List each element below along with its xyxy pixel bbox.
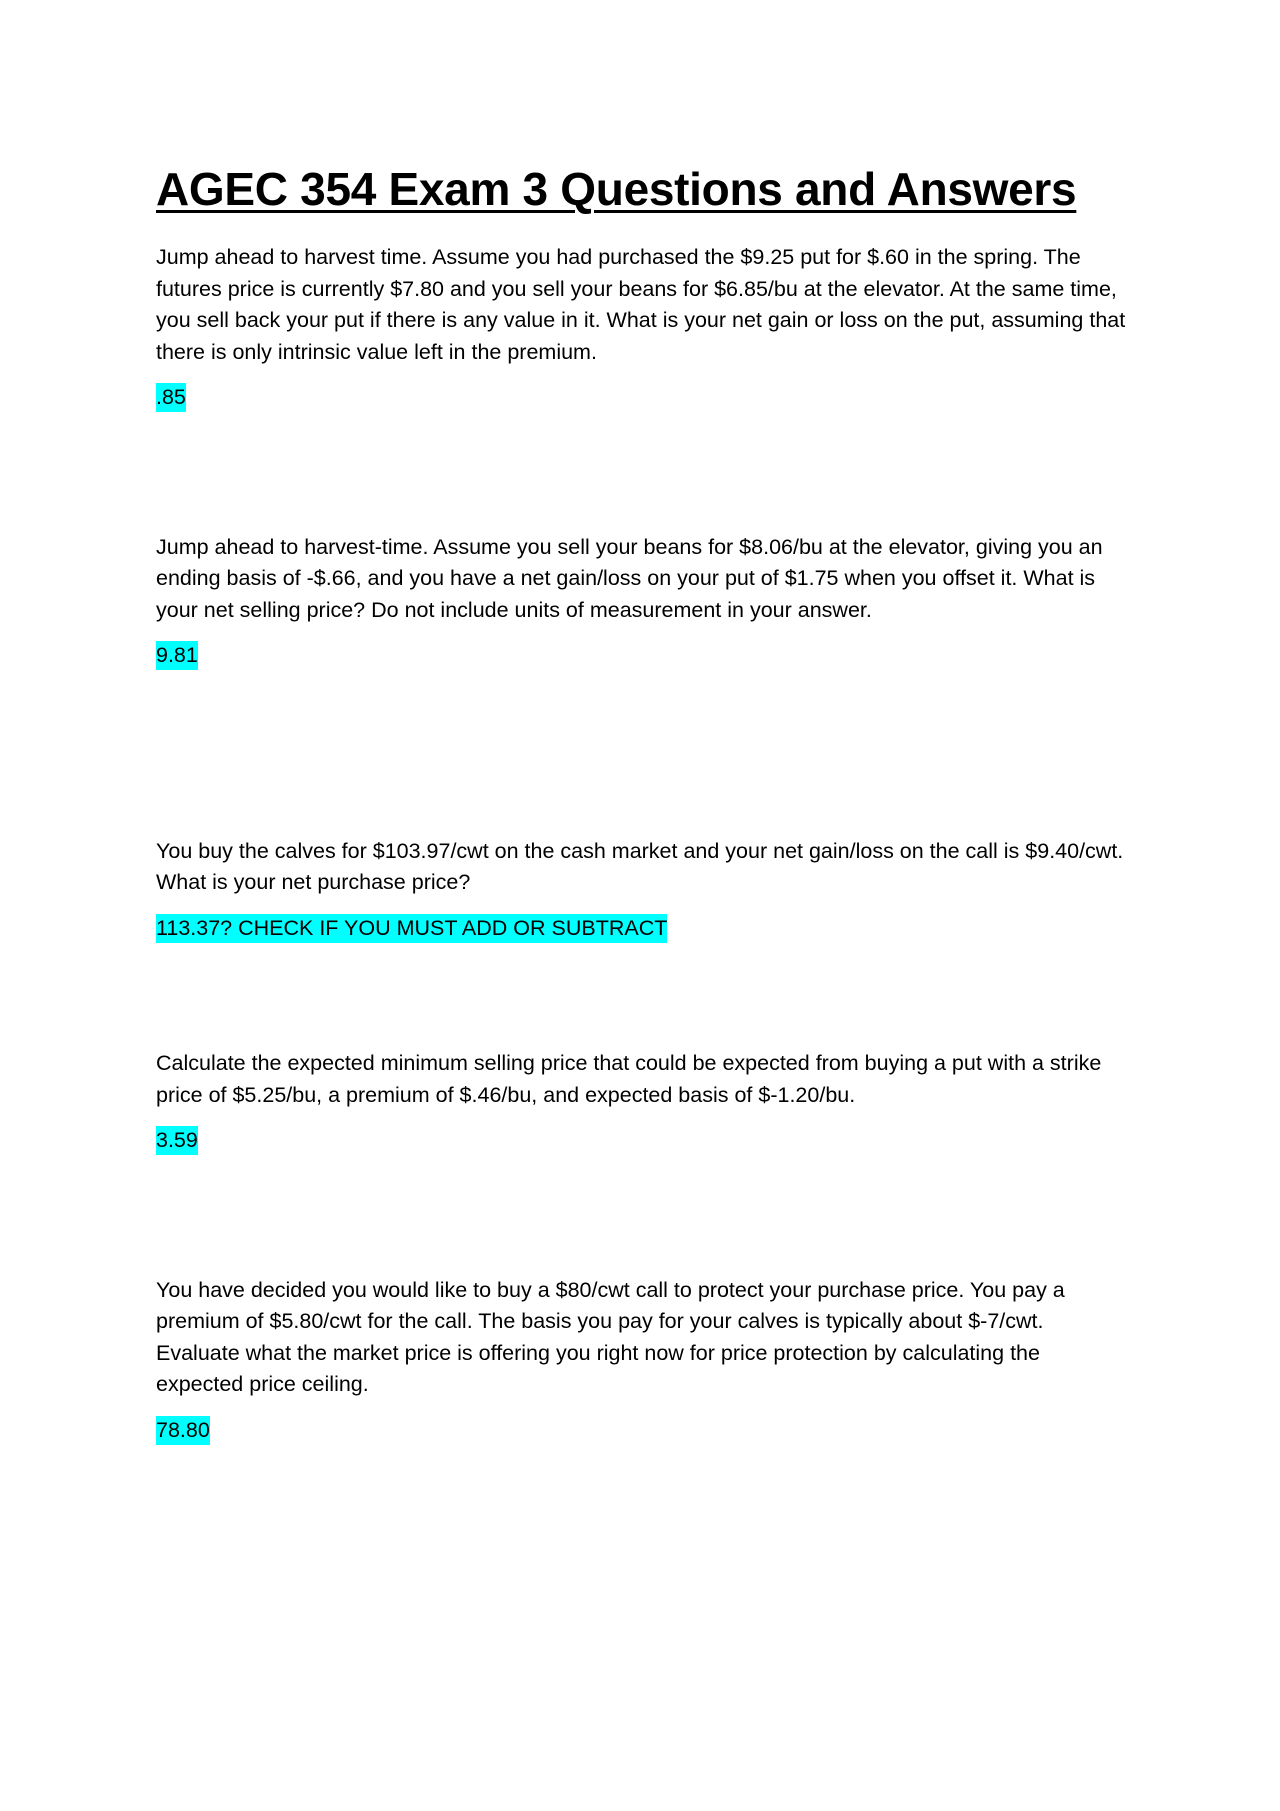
- answer-text: 3.59: [156, 1126, 198, 1155]
- answer-text: 113.37? CHECK IF YOU MUST ADD OR SUBTRACT: [156, 914, 667, 943]
- question-text: Jump ahead to harvest time. Assume you had purchased the $9.25 put for $.60 in the spring. The futures price is currently $7.80 and you sell your beans for $6.85/bu at the elevator. At the same time, you sell back your put if there is any value in it. What is your net gain or loss on the put, assuming that there is only intrinsic value left in the premium.: [156, 245, 1126, 364]
- question-text: Calculate the expected minimum selling price that could be expected from buying a put with a strike price of $5.25/bu, a premium of $.46/bu, and expected basis of $-1.20/bu.: [156, 1051, 1102, 1107]
- qa-item-2: [156, 532, 1131, 672]
- answer-line: [156, 640, 1131, 672]
- answer-text: 9.81: [156, 641, 198, 670]
- question-text: Jump ahead to harvest-time. Assume you sell your beans for $8.06/bu at the elevator, giving you an ending basis of -$.66, and you have a net gain/loss on your put of $1.75 when you offset it. What is your net selling price? Do not include units of measurement in your answer.: [156, 534, 1103, 622]
- document-title: AGEC 354 Exam 3 Questions and Answers: [156, 163, 1077, 215]
- qa-item-1: [156, 242, 1131, 414]
- answer-line: [156, 1125, 1131, 1157]
- answer-line: [156, 913, 1131, 945]
- answer-line: [156, 1415, 1131, 1447]
- qa-item-4: [156, 1048, 1131, 1157]
- answer-line: [156, 382, 1131, 414]
- question-text: You have decided you would like to buy a $80/cwt call to protect your purchase price. You pay a premium of $5.80/cwt for the call. The basis you pay for your calves is typically about $-7/cwt. Evaluate what the market price is offering you right now for price protection by calculating the expected price ceiling.: [156, 1277, 1065, 1396]
- answer-text: 78.80: [156, 1416, 210, 1445]
- answer-text: .85: [156, 383, 186, 412]
- document-body: [156, 160, 1131, 1446]
- qa-item-5: [156, 1275, 1131, 1447]
- question-text: You buy the calves for $103.97/cwt on the cash market and your net gain/loss on the call is $9.40/cwt. What is your net purchase price?: [156, 838, 1124, 894]
- qa-item-3: [156, 836, 1131, 945]
